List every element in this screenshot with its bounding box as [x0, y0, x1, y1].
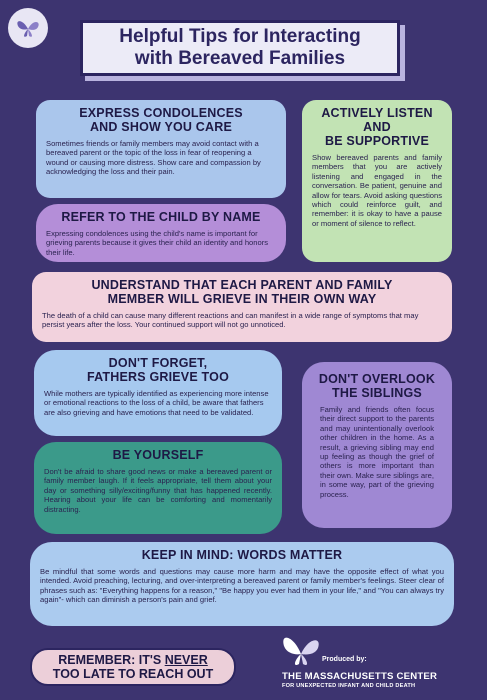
card-body: Family and friends often focus their direct support to the parents and may unintentionally overlook other children in the home. As a result, a grieving sibling may end up feeling as though the grief of others is more important than their own. Make sure siblings are, in some way, part of the grieving process.	[320, 405, 434, 499]
heading-line: AND	[363, 120, 391, 134]
heading-line: FATHERS GRIEVE TOO	[86, 370, 230, 384]
remember-banner	[30, 648, 236, 686]
card-body: The death of a child can cause many different reactions and can manifest in a wide range of symptoms that may persist years after the loss. Your continued support will not go unnoticed.	[42, 311, 419, 330]
heading-line: THE SIBLINGS	[332, 386, 422, 400]
card-body: Sometimes friends or family members may avoid contact with a bereaved parent or the topic of the loss in fear of reopening a wound or causing more distress. Show care and compassion by acknowledging the loss and their pain.	[46, 139, 261, 177]
card-be-yourself	[34, 442, 282, 534]
card-heading	[46, 106, 276, 134]
remember-line-2: TOO LATE TO REACH OUT	[52, 667, 214, 681]
organization-name: THE MASSACHUSETTS CENTER	[282, 671, 438, 682]
heading-line: MEMBER WILL GRIEVE IN THEIR OWN WAY	[107, 292, 377, 306]
card-words-matter	[30, 542, 454, 626]
page-title	[80, 20, 400, 76]
remember-line-1: REMEMBER: IT'S NEVER	[58, 653, 208, 667]
heading-line: DON'T OVERLOOK	[318, 372, 436, 386]
butterfly-logo-icon	[8, 8, 48, 48]
never-word: NEVER	[164, 653, 208, 667]
heading-line: ACTIVELY LISTEN	[321, 106, 433, 120]
heading-line: DON'T FORGET,	[108, 356, 208, 370]
heading-line: BE SUPPORTIVE	[324, 134, 429, 148]
card-grieve-own-way	[32, 272, 452, 342]
title-line-2: with Bereaved Families	[134, 48, 346, 69]
producer-block	[272, 630, 477, 694]
organization-subtitle: FOR UNEXPECTED INFANT AND CHILD DEATH	[282, 683, 416, 689]
card-body: Be mindful that some words and questions may cause more harm and may have the opposite effect of what you intended. Avoid preaching, lecturing, and over-interpreting a bereaved parent or family member's feelings. Steer clear of phrases such as: "Everything happens for a reason," "Be happy you ever had them in your life," and "You can always try again"- which can diminish a person's pain and grief.	[40, 567, 444, 605]
card-heading	[312, 106, 442, 148]
card-heading	[312, 372, 442, 400]
card-siblings	[302, 362, 452, 528]
card-body: Don't be afraid to share good news or make a bereaved parent or family member laugh. If it feels appropriate, tell them about your day or something silly/exciting/funny that has happened recently. Hearing about your life can be comforting and momentarily distracting.	[44, 467, 272, 514]
title-line-1: Helpful Tips for Interacting	[119, 26, 361, 47]
card-heading: REFER TO THE CHILD BY NAME	[61, 210, 261, 224]
heading-line: EXPRESS CONDOLENCES	[79, 106, 243, 120]
card-heading: BE YOURSELF	[112, 448, 204, 462]
heading-line: AND SHOW YOU CARE	[89, 120, 233, 134]
card-heading	[44, 356, 272, 384]
card-body: Expressing condolences using the child's name is important for grieving parents because it gives their child an identity and honors their life.	[46, 229, 269, 257]
card-express-condolences	[36, 100, 286, 198]
card-body: Show bereaved parents and family members that you are actively listening and engaged in the conversation. Be patient, genuine and allow for tears. Avoid asking questions which could reinforce guilt, and remember: it is okay to have a pause or moment of silence to reflect.	[312, 153, 442, 228]
card-body: While mothers are typically identified as experiencing more intense or emotional reactions to the loss of a child, be aware that fathers are also grieving and have emotions that need to be validated.	[44, 389, 269, 417]
card-heading	[42, 278, 442, 306]
card-refer-by-name	[36, 204, 286, 262]
card-heading: KEEP IN MIND: WORDS MATTER	[141, 548, 343, 562]
card-fathers-grieve	[34, 350, 282, 436]
produced-by-label: Produced by:	[322, 656, 367, 663]
heading-line: UNDERSTAND THAT EACH PARENT AND FAMILY	[91, 278, 393, 292]
card-actively-listen	[302, 100, 452, 262]
butterfly-icon	[278, 630, 324, 672]
